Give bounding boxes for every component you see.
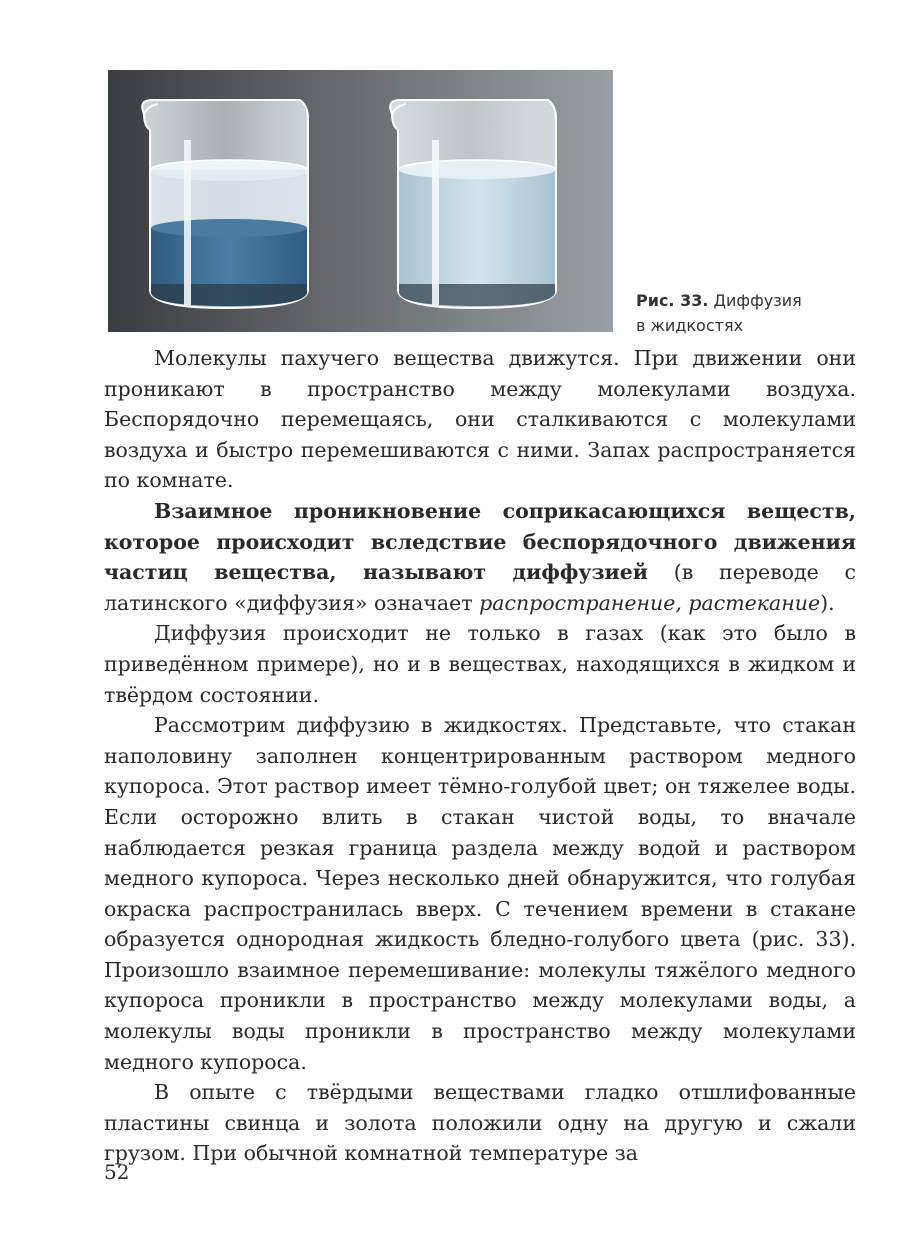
paragraph-3: Диффузия происходит не только в газах (как это было в приведённом примере), но и в веществах, находящихся в жидком и твёрдом состоянии. [104,621,856,707]
paragraph-1: Молекулы пахучего вещества движутся. При движении они проникают в пространство между молекулами воздуха. Беспорядочно перемещаясь, они сталкиваются с молекулами воздуха и быстро перемешиваются с ними. Запах распространяется по комнате. [104,346,856,493]
paragraph-4: Рассмотрим диффузию в жидкостях. Представьте, что стакан наполовину заполнен концентрированным раствором медного купороса. Этот раствор имеет тёмно-голубой цвет; он тяжелее воды. Если осторожно влить в стакан чистой воды, то вначале наблюдается резкая граница раздела между водой и раствором медного купороса. Через несколько дней обнаружится, что голубая окраска распространилась вверх. С течением времени в стакане образуется однородная жидкость бледно-голубого цвета (рис. 33). Произошло взаимное перемешивание: молекулы тяжёлого медного купороса проникли в пространство между молекулами воды, а молекулы воды проникли в пространство между молекулами медного купороса. [104,713,856,1074]
figure-caption [636,288,866,338]
body-text [104,343,856,1169]
definition-italic: распространение, растекание [479,590,821,615]
paragraph-5: В опыте с твёрдыми веществами гладко отшлифованные пластины свинца и золота положили одну на другую и сжали грузом. При обычной комнатной температуре за [104,1080,856,1166]
caption-line1: Диффузия [713,291,802,310]
beaker-left [142,100,308,308]
beaker-right [390,100,556,308]
caption-line2: в жидкостях [636,316,744,335]
definition-bold: Взаимное проникновение соприкасающихся веществ, которое происходит вследствие беспорядочного движения частиц вещества, называют диффузией [104,498,856,585]
diffusion-figure [108,70,613,332]
beakers-illustration [108,70,613,332]
paragraph-2 [104,496,856,618]
definition-end: ). [820,590,835,615]
caption-label: Рис. 33. [636,291,709,310]
definition-rest: (в переводе с латинского «диффузия» означает [104,560,856,615]
page-number: 52 [104,1160,130,1184]
